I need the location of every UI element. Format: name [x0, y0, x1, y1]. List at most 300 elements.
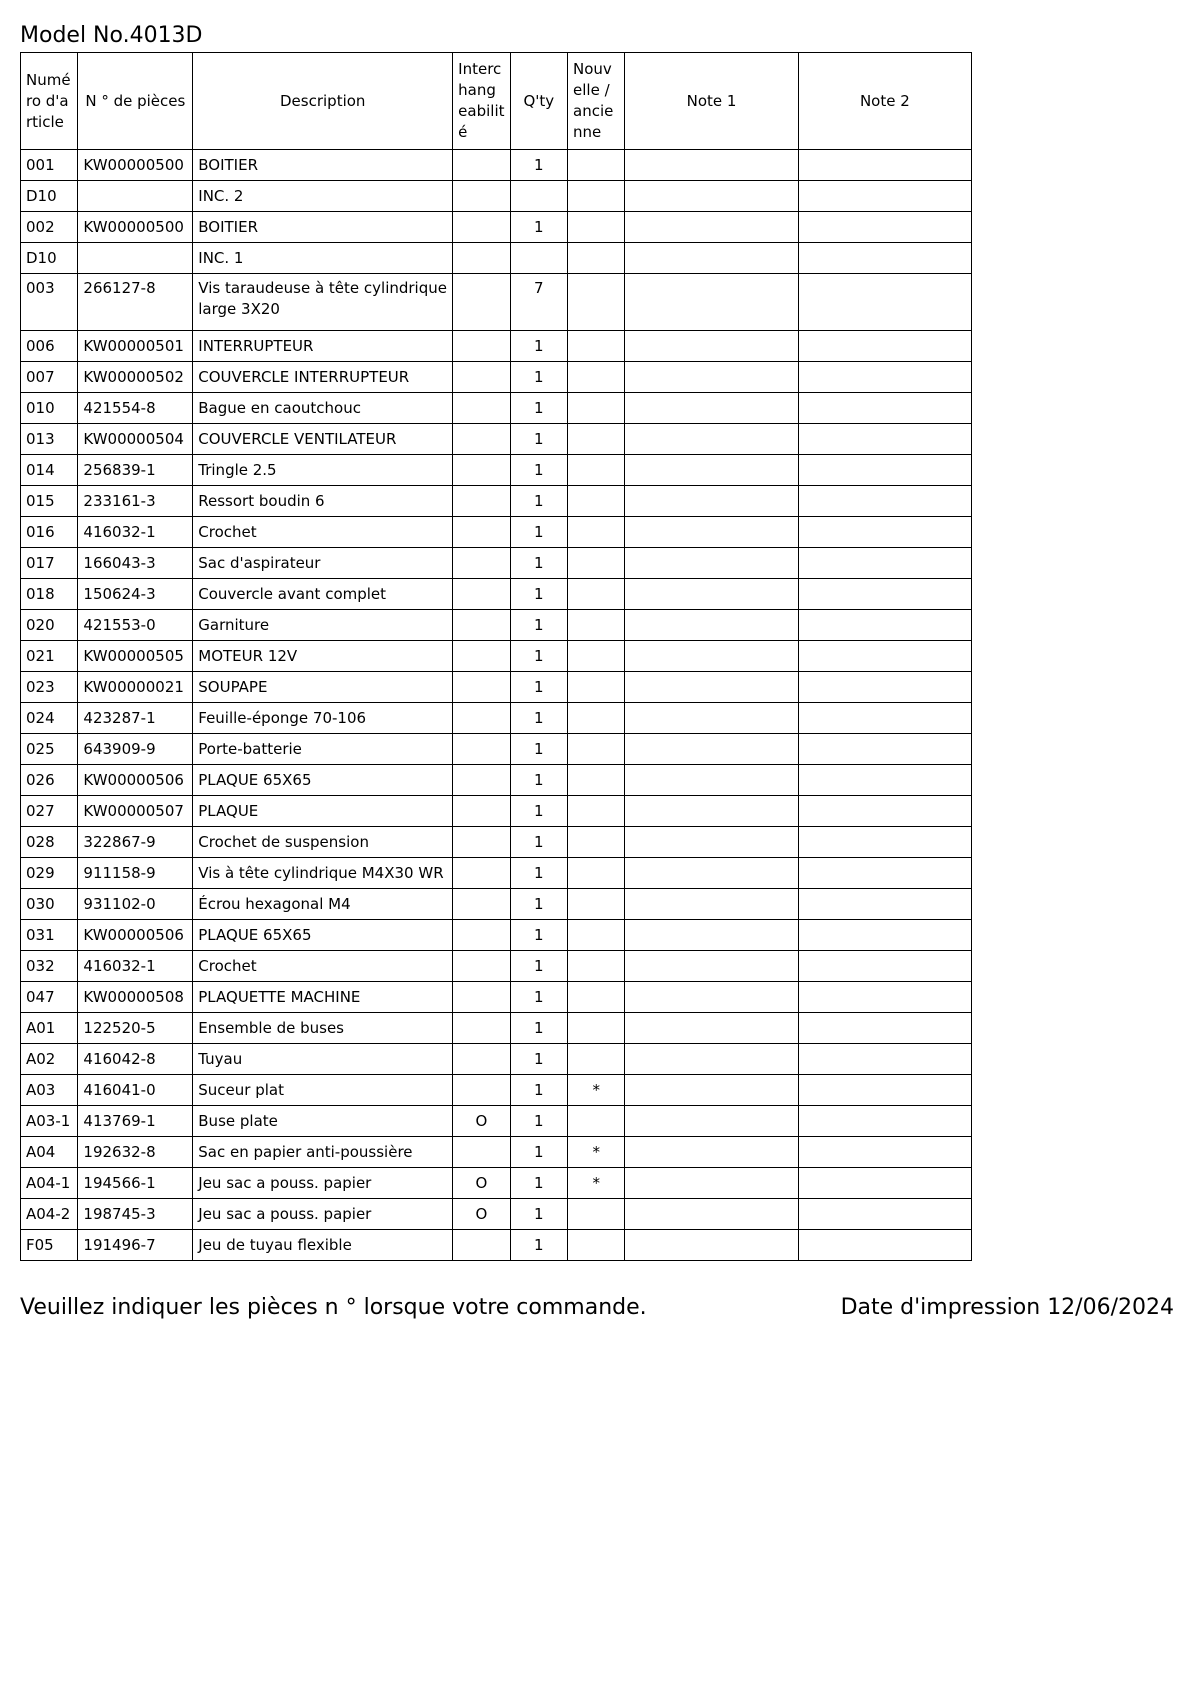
cell-note-2: [798, 734, 971, 765]
cell-description: SOUPAPE: [193, 672, 453, 703]
cell-interchangeability: [453, 641, 510, 672]
table-row: [21, 610, 972, 641]
cell-part-no: [78, 181, 193, 212]
cell-item-no: A01: [21, 1013, 78, 1044]
table-row: [21, 362, 972, 393]
cell-description: Crochet: [193, 517, 453, 548]
cell-note-1: [625, 796, 798, 827]
cell-new-old: [568, 243, 625, 274]
cell-new-old: [568, 765, 625, 796]
table-row: [21, 641, 972, 672]
cell-note-2: [798, 951, 971, 982]
cell-qty: 1: [510, 150, 567, 181]
cell-item-no: 017: [21, 548, 78, 579]
cell-item-no: 023: [21, 672, 78, 703]
cell-item-no: A04-1: [21, 1168, 78, 1199]
table-row: [21, 1199, 972, 1230]
cell-new-old: [568, 641, 625, 672]
cell-item-no: D10: [21, 243, 78, 274]
cell-interchangeability: [453, 548, 510, 579]
cell-new-old: [568, 579, 625, 610]
cell-note-2: [798, 362, 971, 393]
cell-description: Vis à tête cylindrique M4X30 WR: [193, 858, 453, 889]
column-header-description: Description: [193, 53, 453, 150]
cell-part-no: KW00000508: [78, 982, 193, 1013]
cell-qty: 1: [510, 455, 567, 486]
cell-item-no: 025: [21, 734, 78, 765]
cell-item-no: A04: [21, 1137, 78, 1168]
cell-description: Garniture: [193, 610, 453, 641]
cell-note-2: [798, 243, 971, 274]
cell-note-2: [798, 1199, 971, 1230]
column-header-item-no: Numé ro d'a rticle: [21, 53, 78, 150]
cell-qty: 1: [510, 827, 567, 858]
cell-note-1: [625, 889, 798, 920]
table-row: [21, 1013, 972, 1044]
table-row: [21, 920, 972, 951]
cell-new-old: [568, 1044, 625, 1075]
cell-part-no: 166043-3: [78, 548, 193, 579]
cell-note-2: [798, 982, 971, 1013]
cell-note-1: [625, 1013, 798, 1044]
cell-description: Vis taraudeuse à tête cylindrique large 3X20: [193, 274, 453, 331]
cell-new-old: [568, 1013, 625, 1044]
cell-description: INC. 1: [193, 243, 453, 274]
cell-item-no: A03-1: [21, 1106, 78, 1137]
cell-qty: 1: [510, 951, 567, 982]
cell-part-no: 256839-1: [78, 455, 193, 486]
cell-part-no: KW00000505: [78, 641, 193, 672]
cell-part-no: KW00000504: [78, 424, 193, 455]
cell-qty: 1: [510, 517, 567, 548]
cell-qty: 1: [510, 641, 567, 672]
cell-part-no: 194566-1: [78, 1168, 193, 1199]
cell-qty: 1: [510, 1230, 567, 1261]
cell-description: PLAQUE 65X65: [193, 920, 453, 951]
cell-new-old: [568, 274, 625, 331]
cell-item-no: 001: [21, 150, 78, 181]
cell-item-no: 014: [21, 455, 78, 486]
cell-interchangeability: [453, 734, 510, 765]
cell-note-2: [798, 672, 971, 703]
cell-interchangeability: [453, 393, 510, 424]
table-row: [21, 393, 972, 424]
cell-qty: 1: [510, 672, 567, 703]
table-row: [21, 455, 972, 486]
cell-note-1: [625, 1137, 798, 1168]
header-row: [21, 53, 972, 150]
cell-description: PLAQUETTE MACHINE: [193, 982, 453, 1013]
cell-note-1: [625, 243, 798, 274]
cell-new-old: [568, 455, 625, 486]
cell-note-2: [798, 331, 971, 362]
cell-part-no: 233161-3: [78, 486, 193, 517]
table-row: [21, 1230, 972, 1261]
table-row: [21, 1044, 972, 1075]
cell-note-2: [798, 889, 971, 920]
cell-description: Porte-batterie: [193, 734, 453, 765]
cell-description: Tringle 2.5: [193, 455, 453, 486]
cell-description: INC. 2: [193, 181, 453, 212]
table-row: [21, 858, 972, 889]
cell-item-no: 032: [21, 951, 78, 982]
cell-item-no: 013: [21, 424, 78, 455]
cell-description: MOTEUR 12V: [193, 641, 453, 672]
cell-interchangeability: [453, 150, 510, 181]
cell-interchangeability: [453, 1075, 510, 1106]
table-row: [21, 672, 972, 703]
cell-part-no: 421553-0: [78, 610, 193, 641]
cell-note-2: [798, 1044, 971, 1075]
table-body: [21, 150, 972, 1261]
column-header-interchangeability: Interc hang eabilit é: [453, 53, 510, 150]
cell-qty: 1: [510, 486, 567, 517]
table-row: [21, 331, 972, 362]
cell-new-old: [568, 1230, 625, 1261]
cell-qty: 1: [510, 1013, 567, 1044]
cell-qty: 7: [510, 274, 567, 331]
cell-description: Couvercle avant complet: [193, 579, 453, 610]
cell-item-no: 007: [21, 362, 78, 393]
table-row: [21, 982, 972, 1013]
cell-note-1: [625, 827, 798, 858]
model-title: Model No.4013D: [20, 23, 203, 48]
cell-part-no: 150624-3: [78, 579, 193, 610]
cell-note-2: [798, 1106, 971, 1137]
cell-description: Sac d'aspirateur: [193, 548, 453, 579]
cell-part-no: 416042-8: [78, 1044, 193, 1075]
cell-item-no: A03: [21, 1075, 78, 1106]
cell-part-no: KW00000502: [78, 362, 193, 393]
cell-note-1: [625, 765, 798, 796]
cell-description: BOITIER: [193, 212, 453, 243]
cell-note-2: [798, 1075, 971, 1106]
cell-description: Feuille-éponge 70-106: [193, 703, 453, 734]
cell-interchangeability: O: [453, 1199, 510, 1230]
cell-note-1: [625, 274, 798, 331]
cell-description: Crochet de suspension: [193, 827, 453, 858]
column-header-qty: Q'ty: [510, 53, 567, 150]
table-row: [21, 1168, 972, 1199]
cell-item-no: 006: [21, 331, 78, 362]
cell-part-no: [78, 243, 193, 274]
cell-new-old: [568, 362, 625, 393]
table-row: [21, 517, 972, 548]
cell-interchangeability: [453, 982, 510, 1013]
cell-note-2: [798, 486, 971, 517]
cell-new-old: [568, 858, 625, 889]
cell-part-no: 192632-8: [78, 1137, 193, 1168]
cell-item-no: 026: [21, 765, 78, 796]
cell-item-no: 002: [21, 212, 78, 243]
cell-note-2: [798, 1168, 971, 1199]
cell-note-1: [625, 362, 798, 393]
cell-new-old: *: [568, 1168, 625, 1199]
cell-note-1: [625, 734, 798, 765]
cell-item-no: 030: [21, 889, 78, 920]
cell-item-no: 018: [21, 579, 78, 610]
cell-qty: 1: [510, 579, 567, 610]
cell-new-old: [568, 212, 625, 243]
cell-note-2: [798, 827, 971, 858]
cell-qty: 1: [510, 889, 567, 920]
cell-interchangeability: O: [453, 1106, 510, 1137]
cell-item-no: 020: [21, 610, 78, 641]
cell-note-2: [798, 703, 971, 734]
table-row: [21, 951, 972, 982]
cell-note-2: [798, 517, 971, 548]
cell-note-1: [625, 150, 798, 181]
cell-qty: 1: [510, 1075, 567, 1106]
cell-interchangeability: [453, 579, 510, 610]
table-row: [21, 424, 972, 455]
cell-note-1: [625, 579, 798, 610]
column-header-new-old: Nouv elle / ancie nne: [568, 53, 625, 150]
cell-item-no: 021: [21, 641, 78, 672]
cell-part-no: 416032-1: [78, 517, 193, 548]
cell-interchangeability: [453, 672, 510, 703]
cell-interchangeability: [453, 889, 510, 920]
cell-description: COUVERCLE INTERRUPTEUR: [193, 362, 453, 393]
cell-item-no: 003: [21, 274, 78, 331]
cell-note-1: [625, 1199, 798, 1230]
cell-new-old: [568, 951, 625, 982]
cell-note-1: [625, 212, 798, 243]
cell-interchangeability: [453, 920, 510, 951]
cell-interchangeability: [453, 610, 510, 641]
cell-part-no: 911158-9: [78, 858, 193, 889]
cell-note-2: [798, 920, 971, 951]
cell-interchangeability: [453, 951, 510, 982]
cell-note-2: [798, 455, 971, 486]
cell-note-1: [625, 517, 798, 548]
cell-interchangeability: [453, 858, 510, 889]
cell-part-no: 643909-9: [78, 734, 193, 765]
cell-description: Écrou hexagonal M4: [193, 889, 453, 920]
cell-part-no: 191496-7: [78, 1230, 193, 1261]
cell-new-old: [568, 920, 625, 951]
cell-new-old: *: [568, 1075, 625, 1106]
cell-item-no: 016: [21, 517, 78, 548]
cell-note-1: [625, 858, 798, 889]
cell-note-2: [798, 579, 971, 610]
cell-qty: 1: [510, 393, 567, 424]
cell-description: Bague en caoutchouc: [193, 393, 453, 424]
cell-interchangeability: [453, 243, 510, 274]
cell-note-1: [625, 393, 798, 424]
cell-part-no: 931102-0: [78, 889, 193, 920]
cell-new-old: [568, 486, 625, 517]
parts-table: [20, 52, 972, 1261]
cell-interchangeability: [453, 827, 510, 858]
cell-new-old: [568, 796, 625, 827]
cell-description: INTERRUPTEUR: [193, 331, 453, 362]
cell-qty: 1: [510, 331, 567, 362]
cell-part-no: 416032-1: [78, 951, 193, 982]
cell-note-1: [625, 424, 798, 455]
cell-part-no: 421554-8: [78, 393, 193, 424]
table-row: [21, 243, 972, 274]
table-row: [21, 579, 972, 610]
cell-new-old: [568, 548, 625, 579]
cell-qty: 1: [510, 982, 567, 1013]
cell-part-no: KW00000500: [78, 212, 193, 243]
cell-qty: 1: [510, 703, 567, 734]
cell-qty: [510, 181, 567, 212]
cell-qty: 1: [510, 610, 567, 641]
cell-new-old: [568, 424, 625, 455]
cell-part-no: KW00000501: [78, 331, 193, 362]
cell-note-2: [798, 150, 971, 181]
cell-item-no: 024: [21, 703, 78, 734]
cell-note-1: [625, 1106, 798, 1137]
table-row: [21, 765, 972, 796]
cell-note-1: [625, 1044, 798, 1075]
cell-interchangeability: [453, 1013, 510, 1044]
cell-item-no: 027: [21, 796, 78, 827]
table-row: [21, 150, 972, 181]
cell-new-old: [568, 610, 625, 641]
cell-description: BOITIER: [193, 150, 453, 181]
cell-qty: 1: [510, 858, 567, 889]
cell-note-1: [625, 920, 798, 951]
cell-note-1: [625, 1230, 798, 1261]
table-row: [21, 181, 972, 212]
table-row: [21, 212, 972, 243]
cell-interchangeability: [453, 1137, 510, 1168]
cell-new-old: [568, 1199, 625, 1230]
cell-part-no: KW00000021: [78, 672, 193, 703]
cell-new-old: [568, 1106, 625, 1137]
cell-interchangeability: [453, 1044, 510, 1075]
cell-note-2: [798, 765, 971, 796]
cell-new-old: [568, 827, 625, 858]
cell-note-2: [798, 641, 971, 672]
cell-note-2: [798, 858, 971, 889]
cell-part-no: 416041-0: [78, 1075, 193, 1106]
print-date: Date d'impression 12/06/2024: [840, 1295, 1174, 1320]
cell-description: COUVERCLE VENTILATEUR: [193, 424, 453, 455]
cell-interchangeability: [453, 331, 510, 362]
table-row: [21, 548, 972, 579]
cell-new-old: [568, 517, 625, 548]
cell-interchangeability: [453, 212, 510, 243]
cell-note-2: [798, 548, 971, 579]
column-header-note-1: Note 1: [625, 53, 798, 150]
cell-new-old: [568, 181, 625, 212]
cell-item-no: 015: [21, 486, 78, 517]
cell-note-1: [625, 1075, 798, 1106]
cell-qty: 1: [510, 734, 567, 765]
cell-qty: 1: [510, 796, 567, 827]
cell-interchangeability: [453, 517, 510, 548]
table-row: [21, 1137, 972, 1168]
cell-new-old: [568, 734, 625, 765]
cell-qty: 1: [510, 765, 567, 796]
cell-part-no: 413769-1: [78, 1106, 193, 1137]
table-row: [21, 703, 972, 734]
cell-qty: 1: [510, 1106, 567, 1137]
cell-part-no: 423287-1: [78, 703, 193, 734]
cell-interchangeability: [453, 796, 510, 827]
cell-part-no: KW00000507: [78, 796, 193, 827]
cell-note-2: [798, 1013, 971, 1044]
cell-description: Tuyau: [193, 1044, 453, 1075]
cell-description: PLAQUE: [193, 796, 453, 827]
cell-new-old: [568, 331, 625, 362]
cell-qty: 1: [510, 424, 567, 455]
cell-item-no: 028: [21, 827, 78, 858]
table-header: [21, 53, 972, 150]
cell-description: Ressort boudin 6: [193, 486, 453, 517]
cell-description: Sac en papier anti-poussière: [193, 1137, 453, 1168]
cell-interchangeability: [453, 181, 510, 212]
table-row: [21, 274, 972, 331]
cell-note-1: [625, 951, 798, 982]
cell-interchangeability: [453, 274, 510, 331]
cell-new-old: [568, 703, 625, 734]
cell-new-old: [568, 672, 625, 703]
cell-qty: 1: [510, 920, 567, 951]
cell-note-2: [798, 274, 971, 331]
cell-item-no: 047: [21, 982, 78, 1013]
cell-part-no: 266127-8: [78, 274, 193, 331]
cell-new-old: [568, 150, 625, 181]
cell-qty: 1: [510, 548, 567, 579]
cell-note-1: [625, 548, 798, 579]
cell-interchangeability: [453, 765, 510, 796]
cell-part-no: KW00000500: [78, 150, 193, 181]
table-row: [21, 827, 972, 858]
cell-description: Ensemble de buses: [193, 1013, 453, 1044]
cell-item-no: A02: [21, 1044, 78, 1075]
cell-note-1: [625, 982, 798, 1013]
table-row: [21, 486, 972, 517]
table-row: [21, 796, 972, 827]
cell-interchangeability: [453, 486, 510, 517]
cell-note-2: [798, 610, 971, 641]
cell-item-no: F05: [21, 1230, 78, 1261]
cell-description: Suceur plat: [193, 1075, 453, 1106]
cell-note-1: [625, 672, 798, 703]
cell-note-2: [798, 212, 971, 243]
cell-part-no: 322867-9: [78, 827, 193, 858]
cell-item-no: D10: [21, 181, 78, 212]
cell-description: Jeu sac a pouss. papier: [193, 1199, 453, 1230]
cell-qty: 1: [510, 362, 567, 393]
cell-note-2: [798, 393, 971, 424]
table-row: [21, 1075, 972, 1106]
cell-note-2: [798, 796, 971, 827]
cell-note-1: [625, 610, 798, 641]
cell-new-old: *: [568, 1137, 625, 1168]
column-header-part-no: N ° de pièces: [78, 53, 193, 150]
cell-description: Crochet: [193, 951, 453, 982]
cell-new-old: [568, 982, 625, 1013]
cell-note-1: [625, 641, 798, 672]
cell-new-old: [568, 889, 625, 920]
cell-item-no: 029: [21, 858, 78, 889]
cell-item-no: 010: [21, 393, 78, 424]
cell-interchangeability: [453, 424, 510, 455]
cell-note-1: [625, 1168, 798, 1199]
cell-qty: 1: [510, 1137, 567, 1168]
cell-description: Jeu sac a pouss. papier: [193, 1168, 453, 1199]
cell-description: Buse plate: [193, 1106, 453, 1137]
cell-note-1: [625, 331, 798, 362]
cell-new-old: [568, 393, 625, 424]
cell-item-no: 031: [21, 920, 78, 951]
